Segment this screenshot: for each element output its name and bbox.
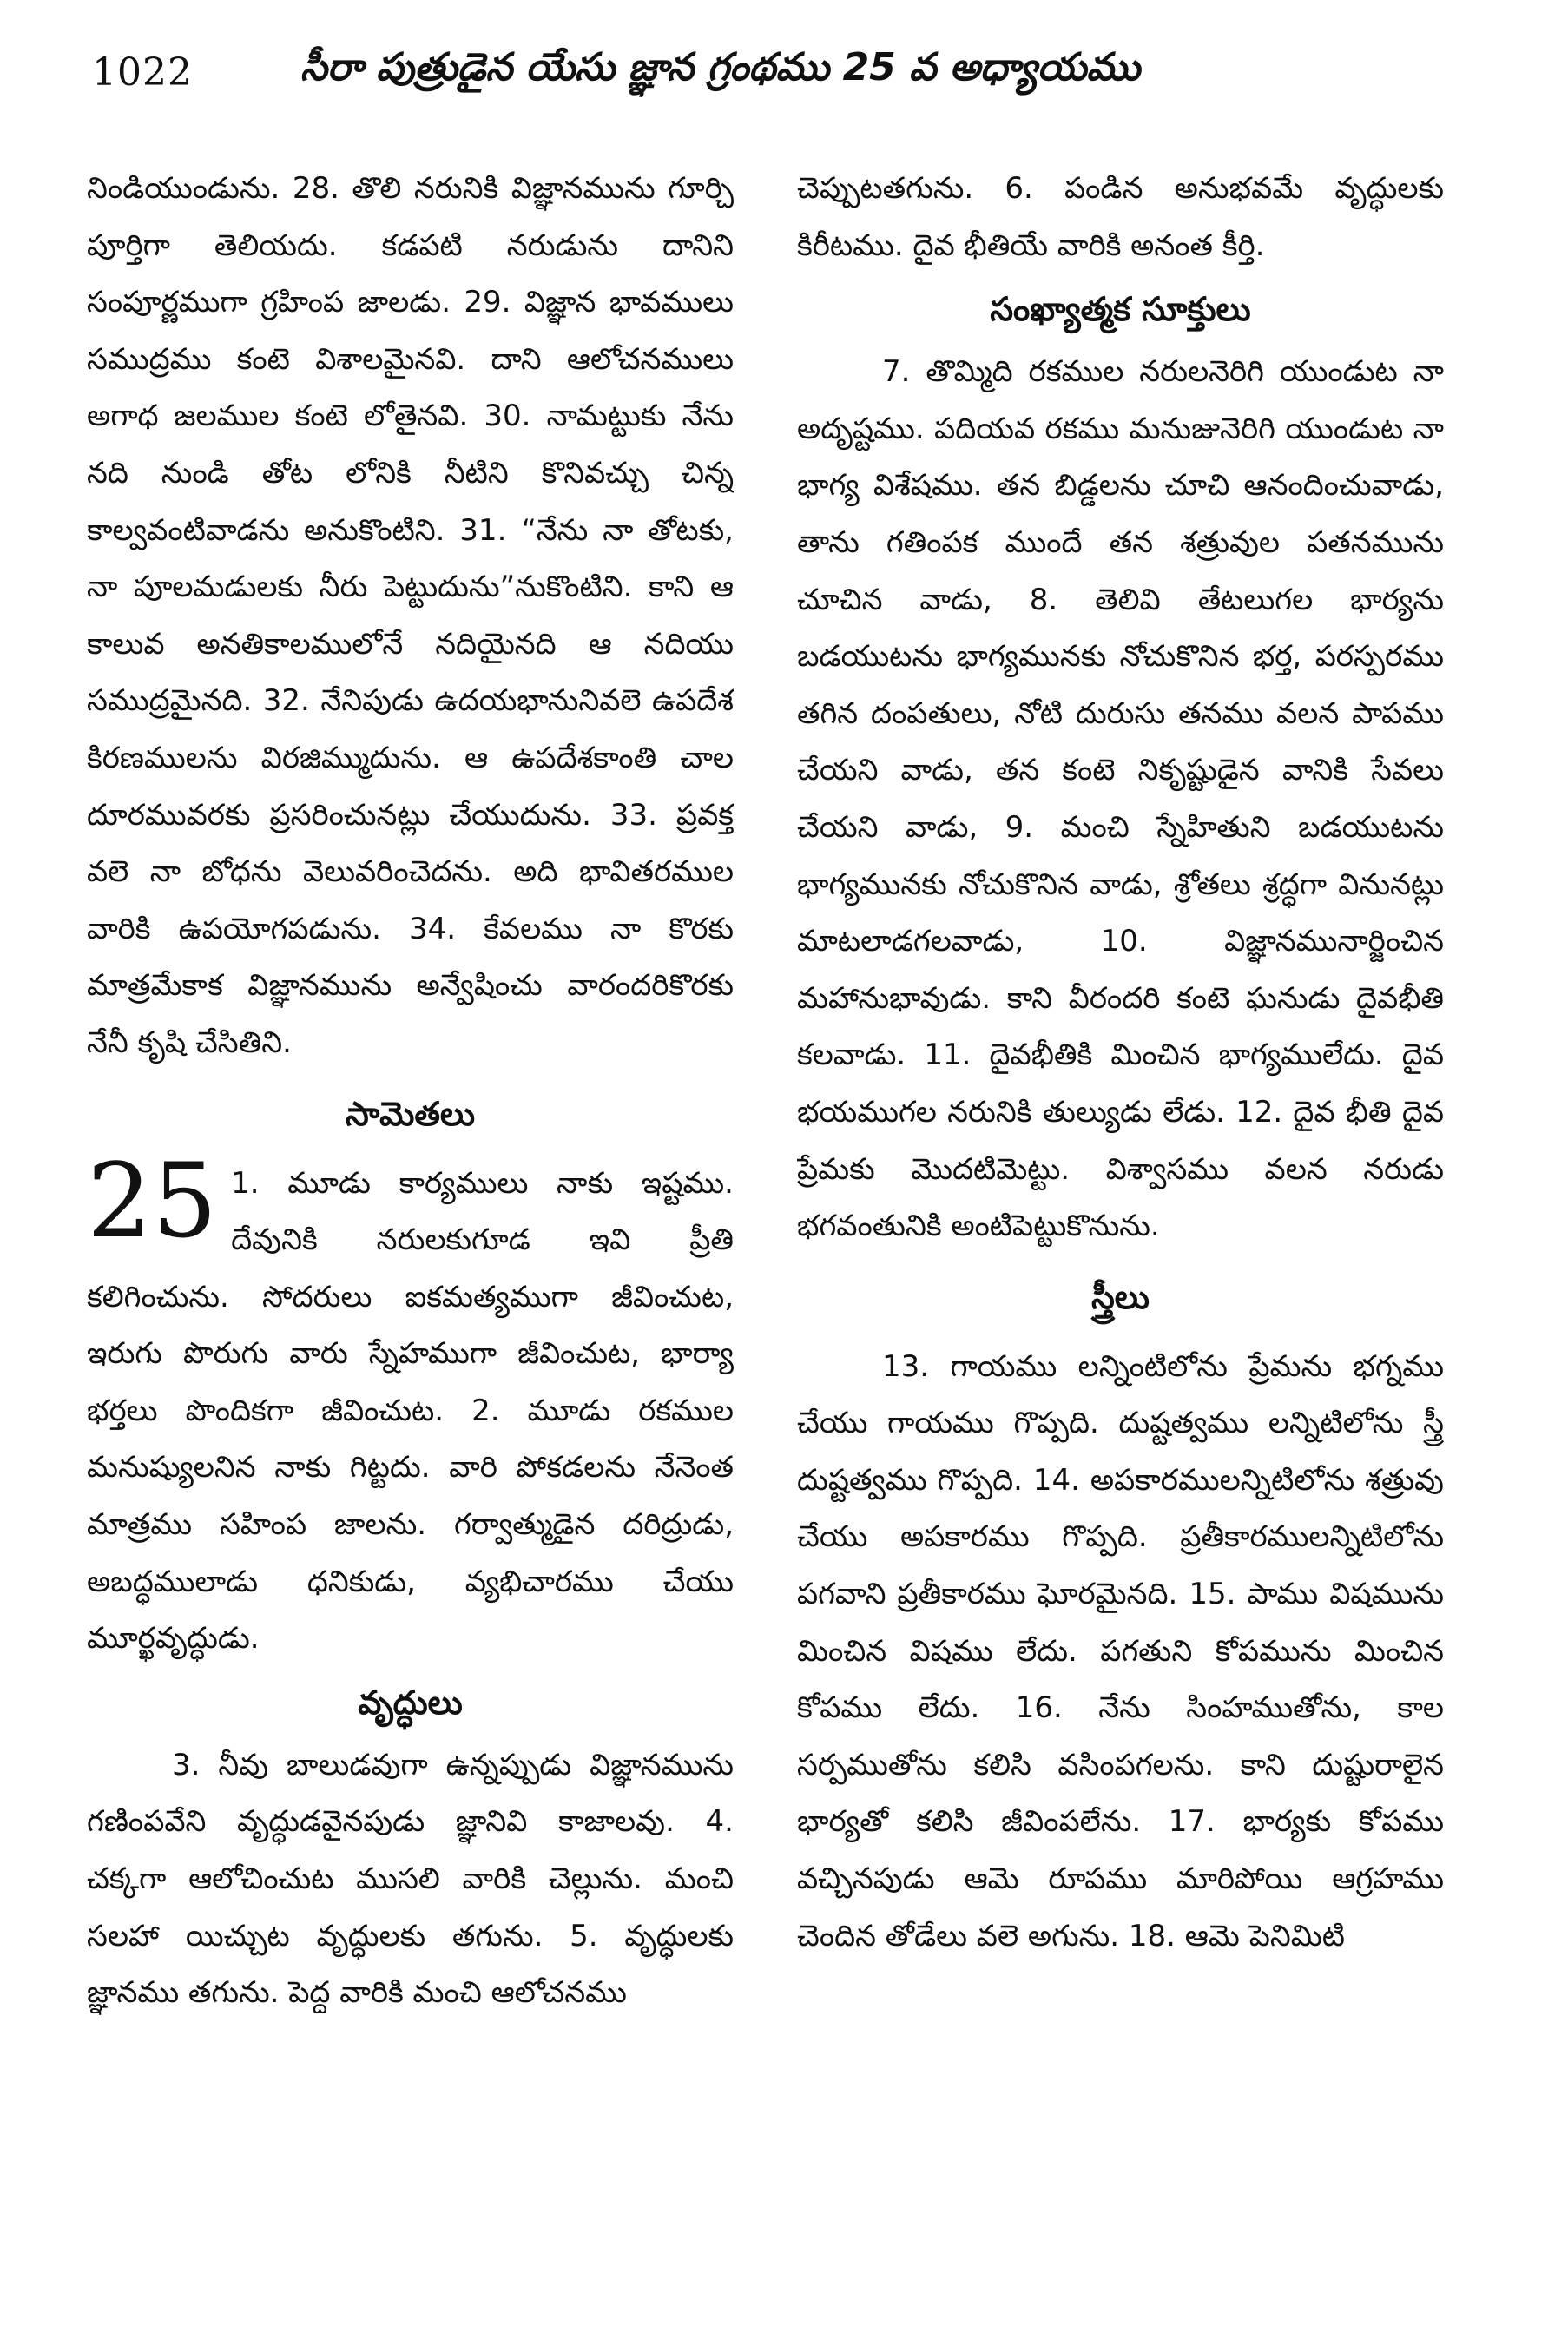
chapter-block [87,1140,734,1668]
right-paragraph-3: 13. గాయము లన్నింటిలోను ప్రేమను భగ్నము చేయు గాయము గొప్పది. దుష్టత్వము లన్నిటిలోను స్త్రీ దుష్టత్వము గొప్పది. 14. అపకారములన్నిటిలోను శత్రువు చేయు అపకారము గొప్పది. ప్రతీకారములన్నిటిలోను పగవాని ప్రతీకారము ఘోరమైనది. 15. పాము విషమును మించిన విషము లేదు. పగతుని కోపమును మించిన కోపము లేదు. 16. నేను సింహముతోను, కాల సర్పముతోను కలిసి వసింపగలను. కాని దుష్టురాలైన భార్యతో కలిసి జీవింపలేను. 17. భార్యకు కోపము వచ్చినపుడు ఆమె రూపము మారిపోయి ఆగ్రహము చెందిన తోడేలు వలె అగును. 18. ఆమె పెనిమిటి [797,1348,1444,1953]
left-paragraph-1: నిండియుండును. 28. తొలి నరునికి విజ్ఞానమును గూర్చి పూర్తిగా తెలియదు. కడపటి నరుడును దానిని సంపూర్ణముగా గ్రహింప జాలడు. 29. విజ్ఞాన భావములు సముద్రము కంటె విశాలమైనవి. దాని ఆలోచనములు అగాధ జలముల కంటె లోతైనవి. 30. నామట్టుకు నేను నది నుండి తోట లోనికి నీటిని కొనివచ్చు చిన్న కాల్వవంటివాడను అనుకొంటిని. 31. “నేను నా తోటకు, నా పూలమడులకు నీరు పెట్టుదును”నుకొంటిని. కాని ఆ కాలువ అనతికాలములోనే నదియైనది ఆ నదియు సముద్రమైనది. 32. నేనిపుడు ఉదయభానునివలె ఉపదేశ కిరణములను విరజిమ్ముదును. ఆ ఉపదేశకాంతి చాల దూరమువరకు ప్రసరించునట్లు చేయుదును. 33. ప్రవక్త వలె నా బోధను వెలువరించెదను. అది భావితరముల వారికి ఉపయోగపడును. 34. కేవలము నా కొరకు మాత్రమేకాక విజ్ఞానమును అన్వేషించు వారందరికొరకు నేనీ కృషి చేసితిని. [87,171,734,1060]
right-column [797,161,1444,2314]
left-paragraph-3: 3. నీవు బాలుడవుగా ఉన్నప్పుడు విజ్ఞానమును గణింపవేని వృద్ధుడవైనపుడు జ్ఞానివి కాజాలవు. 4. చక్కగా ఆలోచించుట ముసలి వారికి చెల్లును. మంచి సలహా యిచ్చుట వృద్ధులకు తగును. 5. వృద్ధులకు జ్ఞానము తగును. పెద్ద వారికి మంచి ఆలోచనము [87,1747,734,2011]
right-paragraph-2: 7. తొమ్మిది రకముల నరులనెరిగి యుండుట నా అదృష్టము. పదియవ రకము మనుజునెరిగి యుండుట నా భాగ్య విశేషము. తన బిడ్డలను చూచి ఆనందించువాడు, తాను గతింపక ముందే తన శత్రువుల పతనమును చూచిన వాడు, 8. తెలివి తేటలుగల భార్యను బడయుటను భాగ్యమునకు నోచుకొనిన భర్త, పరస్పరము తగిన దంపతులు, నోటి దురుసు తనము వలన పాపము చేయని వాడు, తన కంటె నికృష్టుడైన వానికి సేవలు చేయని వాడు, 9. మంచి స్నేహితుని బడయుటను భాగ్యమునకు నోచుకొనిన వాడు, శ్రోతలు శ్రద్ధగా వినునట్లు మాటలాడగలవాడు, 10. విజ్ఞానమునార్జించిన మహానుభావుడు. కాని వీరందరి కంటె ఘనుడు దైవభీతి కలవాడు. 11. దైవభీతికి మించిన భాగ్యములేదు. దైవ భయముగల నరునికి తుల్యుడు లేడు. 12. దైవ భీతి దైవ ప్రేమకు మొదటిమెట్టు. విశ్వాసము వలన నరుడు భగవంతునికి అంటిపెట్టుకొనును. [797,354,1444,1244]
left-column [87,161,734,2314]
section-heading-proverbs: సామెతలు [345,1094,476,1133]
right-paragraph-1: చెప్పుటతగును. 6. పండిన అనుభవమే వృద్ధులకు కిరీటము. దైవ భీతియే వారికి అనంత కీర్తి. [797,171,1444,263]
section-heading-elders: వృద్ధులు [358,1683,463,1722]
running-title: సీరా పుత్రుడైన యేసు జ్ఞాన గ్రంథము 25 వ అధ్యాయము [300,45,1141,89]
chapter-number: 25 [87,1140,218,1261]
page-number: 1022 [92,50,193,95]
left-paragraph-2: 1. మూడు కార్యములు నాకు ఇష్టము. దేవునికి నరులకుగూడ ఇవి ప్రీతి కలిగించును. సోదరులు ఐకమత్యముగా జీవించుట, ఇరుగు పొరుగు వారు స్నేహముగా జీవించుట, భార్యా భర్తలు పొందికగా జీవించుట. 2. మూడు రకముల మనుష్యులనిన నాకు గిట్టదు. వారి పోకడలను నేనెంత మాత్రము సహింప జాలను. గర్వాత్ముడైన దరిద్రుడు, అబద్ధములాడు ధనికుడు, వ్యభిచారము చేయు మూర్ఖవృద్ధుడు. [87,1165,734,1657]
page-header [92,42,1481,111]
section-heading-women: స్త్రీలు [1091,1277,1150,1316]
section-heading-numerical-sayings: సంఖ్యాత్మక సూక్తులు [990,290,1251,329]
